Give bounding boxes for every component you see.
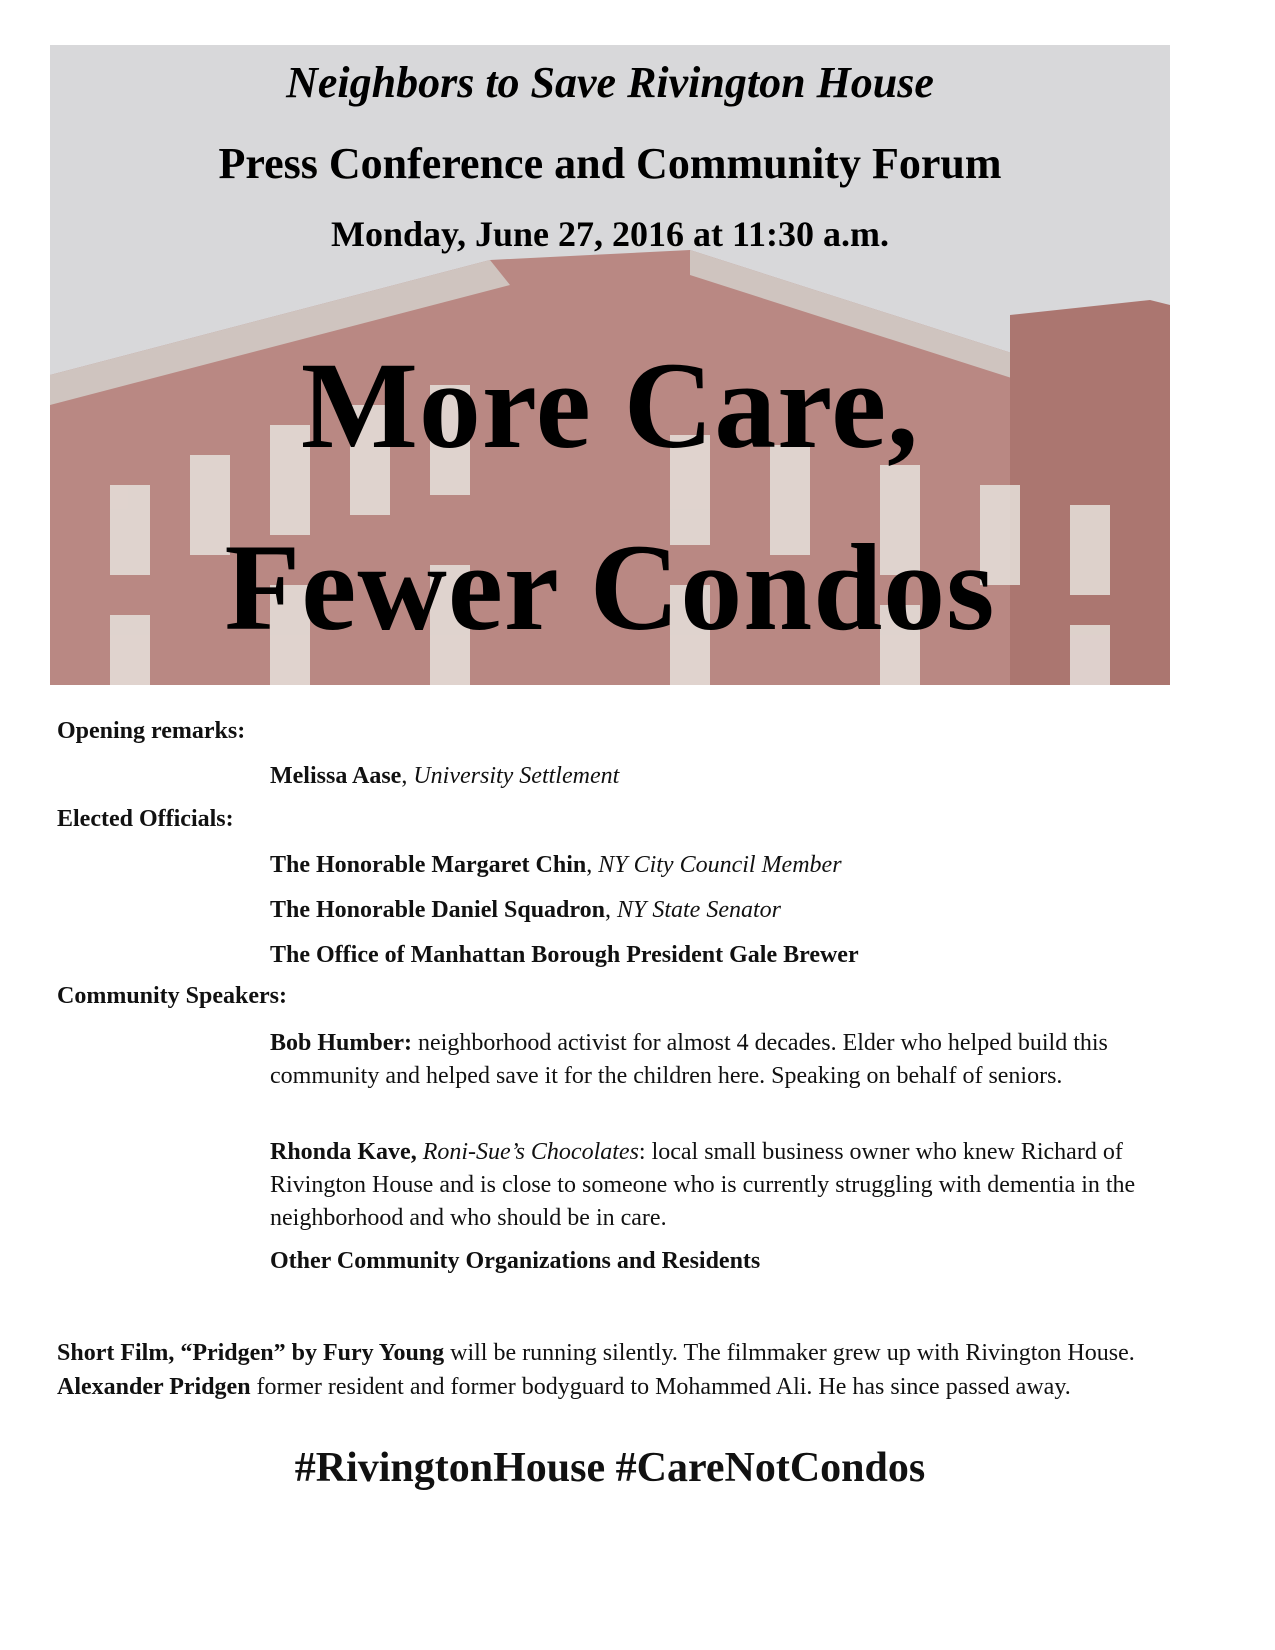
speaker-name: Melissa Aase [270,763,402,789]
event-title: Press Conference and Community Forum [218,139,1002,188]
speaker-name: Rhonda Kave, [270,1139,417,1165]
film-note [57,1336,1157,1404]
speaker-entry [270,1245,1150,1278]
speaker-name: The Honorable Daniel Squadron [270,897,605,923]
speaker-name: The Office of Manhattan Borough President Gale Brewer [270,942,859,968]
speaker-entry [270,1027,1150,1093]
hero-banner [50,45,1170,685]
speaker-affiliation: NY State Senator [616,897,781,923]
speaker-entry [270,894,1150,927]
section-heading-community: Community Speakers: [57,983,288,1009]
speaker-entry [270,849,1150,882]
separator: , [604,897,617,923]
film-title: Short Film, “Pridgen” by Fury Young [57,1340,445,1366]
speaker-entry [270,939,1150,972]
separator: , [586,852,599,878]
speaker-name: The Honorable Margaret Chin [270,852,587,878]
speaker-name: Bob Humber: [270,1030,413,1056]
speaker-description: : local small business owner who knew Richard of Rivington House and is close to someone who is currently struggling with dementia in the neighborhood and who should be in care. [270,1139,1136,1231]
film-subject: Alexander Pridgen [57,1374,251,1400]
section-heading-elected: Elected Officials: [57,806,234,832]
slogan-line-1: More Care, [300,337,920,474]
speaker-entry [270,1136,1150,1235]
film-text: will be running silently. The filmmaker grew up with Rivington House. [444,1340,1135,1366]
film-text-2: former resident and former bodyguard to Mohammed Ali. He has since passed away. [250,1374,1071,1400]
speaker-name: Other Community Organizations and Residents [270,1248,761,1274]
speaker-affiliation: NY City Council Member [598,852,842,878]
section-heading-opening: Opening remarks: [57,718,246,744]
hashtags: #RivingtonHouse #CareNotCondos [294,1445,926,1491]
event-datetime: Monday, June 27, 2016 at 11:30 a.m. [330,214,890,254]
speaker-affiliation: University Settlement [413,763,620,789]
speaker-entry [270,760,1150,793]
speaker-description: neighborhood activist for almost 4 decades. Elder who helped build this community and helped save it for the children here. Speaking on behalf of seniors. [270,1030,1108,1089]
organization-name: Neighbors to Save Rivington House [286,58,934,107]
slogan-line-2: Fewer Condos [224,519,996,656]
slogan [50,315,1170,679]
separator: , [401,763,414,789]
speaker-affiliation: Roni-Sue’s Chocolates [422,1139,639,1165]
